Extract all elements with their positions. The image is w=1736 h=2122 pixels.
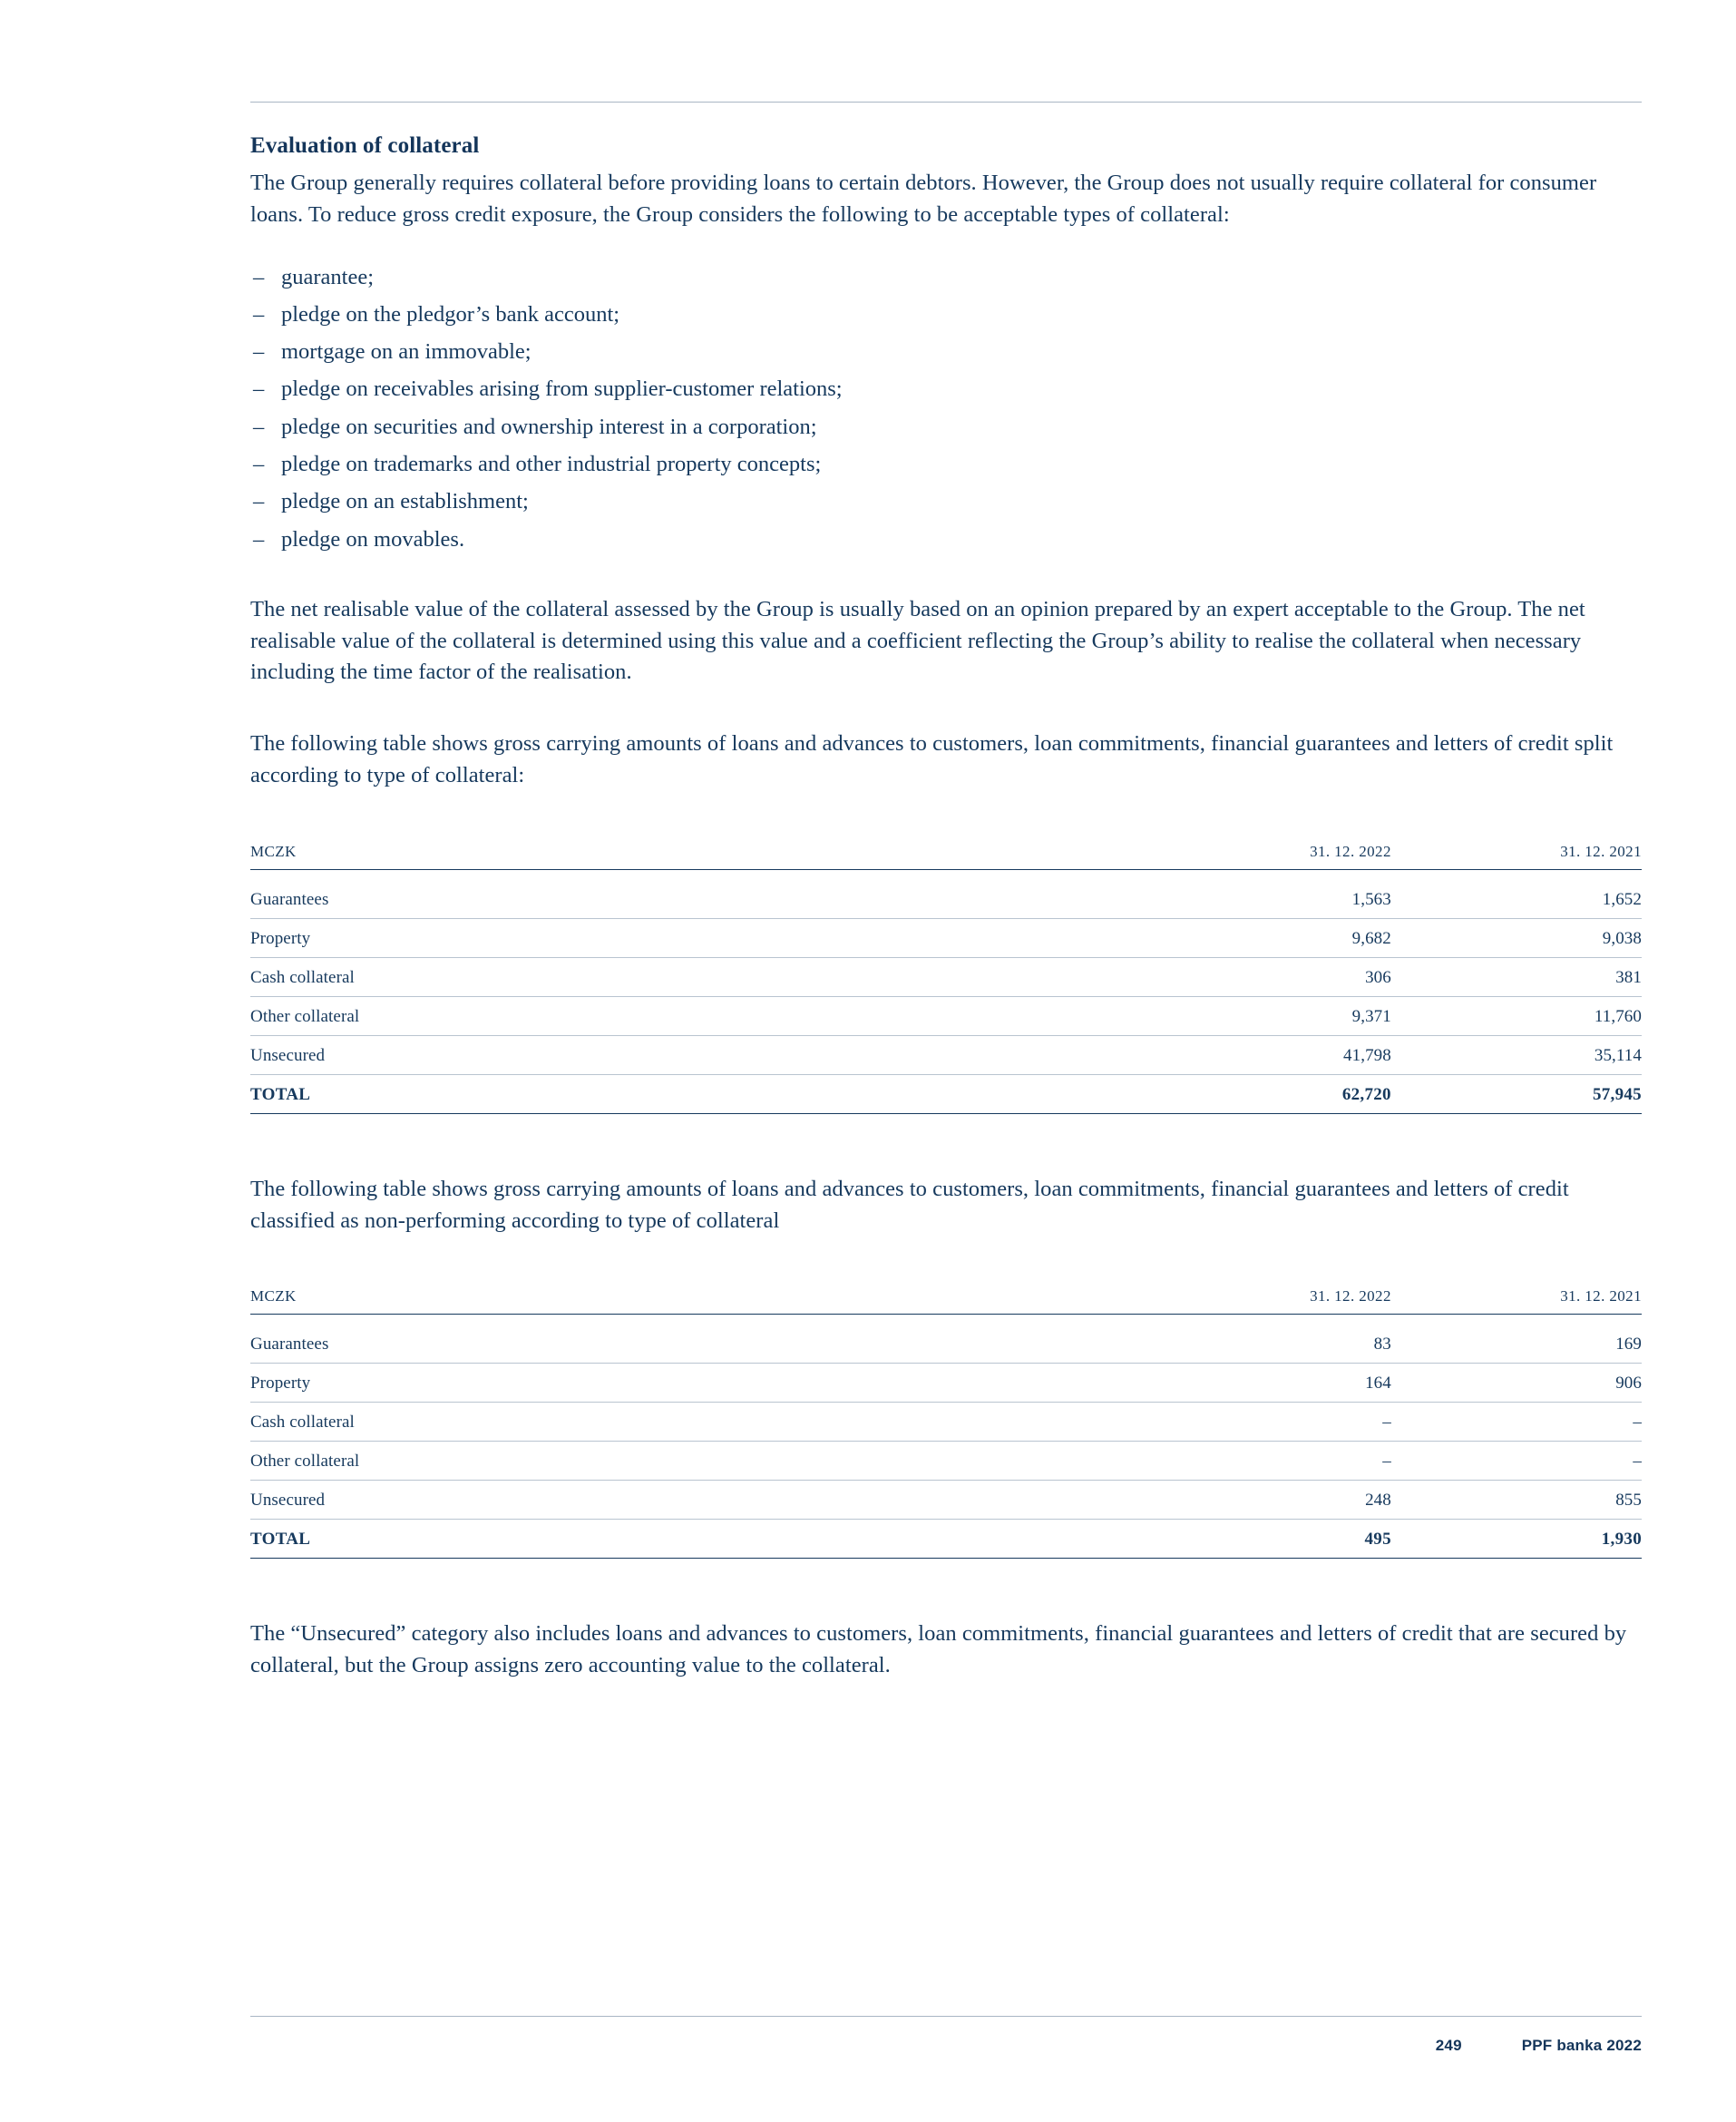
table-row [250, 957, 1642, 996]
list-item-label: guarantee; [281, 264, 375, 289]
list-item-label: pledge on movables. [281, 526, 465, 552]
row-value-2022: 248 [1113, 1481, 1391, 1520]
list-item-label: pledge on securities and ownership interest in a corporation; [281, 414, 817, 439]
table-row [250, 996, 1642, 1035]
row-value-2021: 11,760 [1391, 996, 1642, 1035]
dash-bullet-icon: – [253, 301, 265, 327]
table1-intro-paragraph: The following table shows gross carrying amounts of loans and advances to customers, loan commitments, financial guarantees and letters of credit split according to type of collateral: [250, 731, 1614, 787]
table-header-row [250, 1287, 1642, 1315]
list-item [250, 262, 1642, 294]
unsecured-note-paragraph: The “Unsecured” category also includes loans and advances to customers, loan commitments, financial guarantees and letters of credit that are secured by collateral, but the Group assigns zero accounting value to the collateral. [250, 1621, 1627, 1678]
total-label: TOTAL [250, 1520, 1113, 1559]
spacer [250, 1559, 1642, 1618]
list-item-label: pledge on receivables arising from supplier-customer relations; [281, 376, 843, 402]
list-item [250, 486, 1642, 518]
spacer [250, 696, 1642, 729]
net-realisable-paragraph: The net realisable value of the collateral assessed by the Group is usually based on an opinion prepared by an expert acceptable to the Group. The net realisable value of the collateral is determined using this value and a coefficient reflecting the Group’s ability to realise the collateral when necessary including the time factor of the realisation. [250, 596, 1585, 685]
total-label: TOTAL [250, 1074, 1113, 1113]
list-item [250, 337, 1642, 368]
list-item [250, 299, 1642, 331]
row-value-2022: 306 [1113, 957, 1391, 996]
dash-bullet-icon: – [253, 264, 265, 289]
row-label: Cash collateral [250, 1403, 1113, 1442]
row-value-2022: 1,563 [1113, 869, 1391, 918]
spacer [250, 1244, 1642, 1287]
table-total-row [250, 1074, 1642, 1113]
row-value-2021: 169 [1391, 1315, 1642, 1364]
table-row [250, 1481, 1642, 1520]
dash-bullet-icon: – [253, 451, 265, 476]
page-number: 249 [1435, 2037, 1462, 2054]
row-label: Other collateral [250, 996, 1113, 1035]
table-header-row [250, 843, 1642, 870]
table-header [250, 843, 1642, 870]
row-value-2022: 9,682 [1113, 918, 1391, 957]
page-footer [250, 2016, 1642, 2055]
collateral-types-list [250, 262, 1642, 556]
column-header-2021: 31. 12. 2021 [1391, 843, 1642, 870]
row-value-2021: 35,114 [1391, 1035, 1642, 1074]
page-content [250, 102, 1642, 1689]
spacer [250, 799, 1642, 843]
non-performing-collateral-table [250, 1287, 1642, 1559]
total-value-2021: 57,945 [1391, 1074, 1642, 1113]
dash-bullet-icon: – [253, 526, 265, 552]
spacer [250, 239, 1642, 262]
row-value-2021: – [1391, 1442, 1642, 1481]
row-value-2021: 9,038 [1391, 918, 1642, 957]
unit-label: MCZK [250, 843, 1113, 870]
row-label: Property [250, 918, 1113, 957]
row-value-2022: – [1113, 1403, 1391, 1442]
table2-intro-paragraph: The following table shows gross carrying amounts of loans and advances to customers, loan commitments, financial guarantees and letters of credit classified as non-performing according to type of collateral [250, 1176, 1569, 1233]
dash-bullet-icon: – [253, 489, 265, 514]
table-header [250, 1287, 1642, 1315]
table-row [250, 1403, 1642, 1442]
column-header-2022: 31. 12. 2022 [1113, 843, 1391, 870]
list-item-label: pledge on an establishment; [281, 489, 529, 514]
table-row [250, 1442, 1642, 1481]
row-value-2021: 1,652 [1391, 869, 1642, 918]
table-row [250, 1364, 1642, 1403]
row-label: Cash collateral [250, 957, 1113, 996]
row-value-2022: – [1113, 1442, 1391, 1481]
row-value-2022: 83 [1113, 1315, 1391, 1364]
list-item [250, 449, 1642, 481]
list-item [250, 524, 1642, 556]
row-value-2022: 9,371 [1113, 996, 1391, 1035]
table-row [250, 1315, 1642, 1364]
list-item-label: mortgage on an immovable; [281, 339, 532, 365]
dash-bullet-icon: – [253, 414, 265, 439]
footer-row [250, 2017, 1642, 2055]
table-row [250, 869, 1642, 918]
dash-bullet-icon: – [253, 376, 265, 402]
table-body [250, 1315, 1642, 1559]
table-row [250, 918, 1642, 957]
intro-paragraph: The Group generally requires collateral before providing loans to certain debtors. However, the Group does not usually require collateral for consumer loans. To reduce gross credit exposure, the Group considers the following to be acceptable types of collateral: [250, 171, 1597, 227]
row-value-2021: 906 [1391, 1364, 1642, 1403]
row-label: Other collateral [250, 1442, 1113, 1481]
row-label: Guarantees [250, 869, 1113, 918]
list-item-label: pledge on the pledgor’s bank account; [281, 301, 620, 327]
row-label: Guarantees [250, 1315, 1113, 1364]
page-title: Evaluation of collateral [250, 133, 480, 158]
spacer [250, 1114, 1642, 1174]
unit-label: MCZK [250, 1287, 1113, 1315]
column-header-2021: 31. 12. 2021 [1391, 1287, 1642, 1315]
row-value-2021: – [1391, 1403, 1642, 1442]
total-value-2022: 495 [1113, 1520, 1391, 1559]
list-item-label: pledge on trademarks and other industrial property concepts; [281, 451, 822, 476]
row-value-2021: 381 [1391, 957, 1642, 996]
dash-bullet-icon: – [253, 339, 265, 365]
top-divider [250, 102, 1642, 103]
document-reference: PPF banka 2022 [1521, 2037, 1642, 2054]
table-row [250, 1035, 1642, 1074]
column-header-2022: 31. 12. 2022 [1113, 1287, 1391, 1315]
table-body [250, 869, 1642, 1113]
row-value-2022: 164 [1113, 1364, 1391, 1403]
total-value-2022: 62,720 [1113, 1074, 1391, 1113]
row-value-2022: 41,798 [1113, 1035, 1391, 1074]
total-value-2021: 1,930 [1391, 1520, 1642, 1559]
row-label: Unsecured [250, 1481, 1113, 1520]
spacer [250, 562, 1642, 594]
collateral-split-table [250, 843, 1642, 1114]
row-label: Property [250, 1364, 1113, 1403]
list-item [250, 412, 1642, 444]
list-item [250, 374, 1642, 406]
row-label: Unsecured [250, 1035, 1113, 1074]
table-total-row [250, 1520, 1642, 1559]
row-value-2021: 855 [1391, 1481, 1642, 1520]
